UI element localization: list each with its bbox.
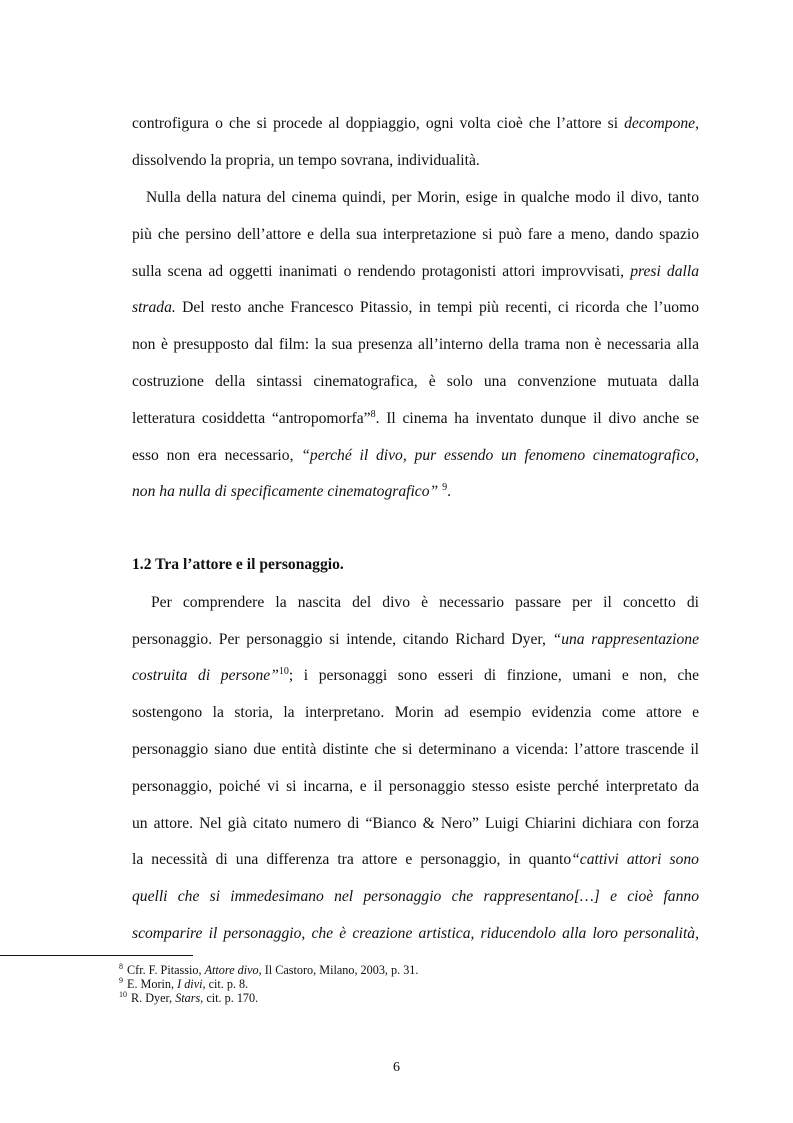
footnote: $^8$ Cfr. F. Pitassio, Attore divo, Il Castoro, Milano, 2003, p. 31. [119, 961, 419, 977]
body-line: personaggio siano due entità distinte che si determinano a vicenda: l’attore trascende il [132, 741, 699, 758]
body-line: sostengono la storia, la interpretano. Morin ad esempio evidenzia come attore e [132, 704, 699, 721]
body-line: quelli che si immedesimano nel personaggio che rappresentano[…] e cioè fanno [132, 888, 699, 905]
footnote-ref: 8 [370, 408, 376, 420]
body-line: scomparire il personaggio, che è creazione artistica, riducendolo alla loro personalità, [132, 925, 699, 942]
body-line: dissolvendo la propria, un tempo sovrana, individualità. [132, 152, 480, 169]
body-line: personaggio, poiché vi si incarna, e il personaggio stesso esiste perché interpretato da [132, 778, 699, 795]
body-line: costruzione della sintassi cinematografica, è solo una convenzione mutuata dalla [132, 373, 699, 390]
footnote-ref: 9 [442, 481, 448, 493]
section-heading: 1.2 Tra l’attore e il personaggio. [132, 556, 344, 573]
body-line: un attore. Nel già citato numero di “Bianco & Nero” Luigi Chiarini dichiara con forza [132, 815, 699, 832]
body-line: costruita di persone”$^{10}$; i personaggi sono esseri di finzione, umani e non, che [132, 665, 699, 684]
body-line: Per comprendere la nascita del divo è necessario passare per il concetto di [151, 594, 699, 611]
body-line: strada. Del resto anche Francesco Pitassio, in tempi più recenti, ci ricorda che l’uomo [132, 299, 699, 316]
body-line: letteratura cosiddetta “antropomorfa”$^8$. Il cinema ha inventato dunque il divo anche se [132, 408, 699, 427]
body-line: non è presupposto dal film: la sua presenza all’interno della trama non è necessaria alla [132, 336, 699, 353]
footnote: $^{10}$ R. Dyer, Stars, cit. p. 170. [119, 989, 259, 1005]
footnote-ref: 10 [278, 665, 289, 677]
body-line: non ha nulla di specificamente cinematografico” $^9$. [132, 481, 452, 500]
footnote: $^9$ E. Morin, I divi, cit. p. 8. [119, 975, 249, 991]
footnote-separator [0, 955, 193, 956]
body-line: più che persino dell’attore e della sua interpretazione si può fare a meno, dando spazio [132, 226, 699, 243]
body-line: la necessità di una differenza tra attore e personaggio, in quanto“cattivi attori sono [132, 851, 699, 868]
body-line: Nulla della natura del cinema quindi, per Morin, esige in qualche modo il divo, tanto [146, 189, 699, 206]
body-line: sulla scena ad oggetti inanimati o rendendo protagonisti attori improvvisati, presi dalla [132, 263, 699, 280]
body-line: esso non era necessario, “perché il divo, pur essendo un fenomeno cinematografico, [132, 447, 699, 464]
body-line: controfigura o che si procede al doppiaggio, ogni volta cioè che l’attore si decompone, [132, 115, 699, 132]
page-number: 6 [393, 1060, 400, 1075]
body-line: personaggio. Per personaggio si intende, citando Richard Dyer, “una rappresentazione [132, 631, 699, 648]
